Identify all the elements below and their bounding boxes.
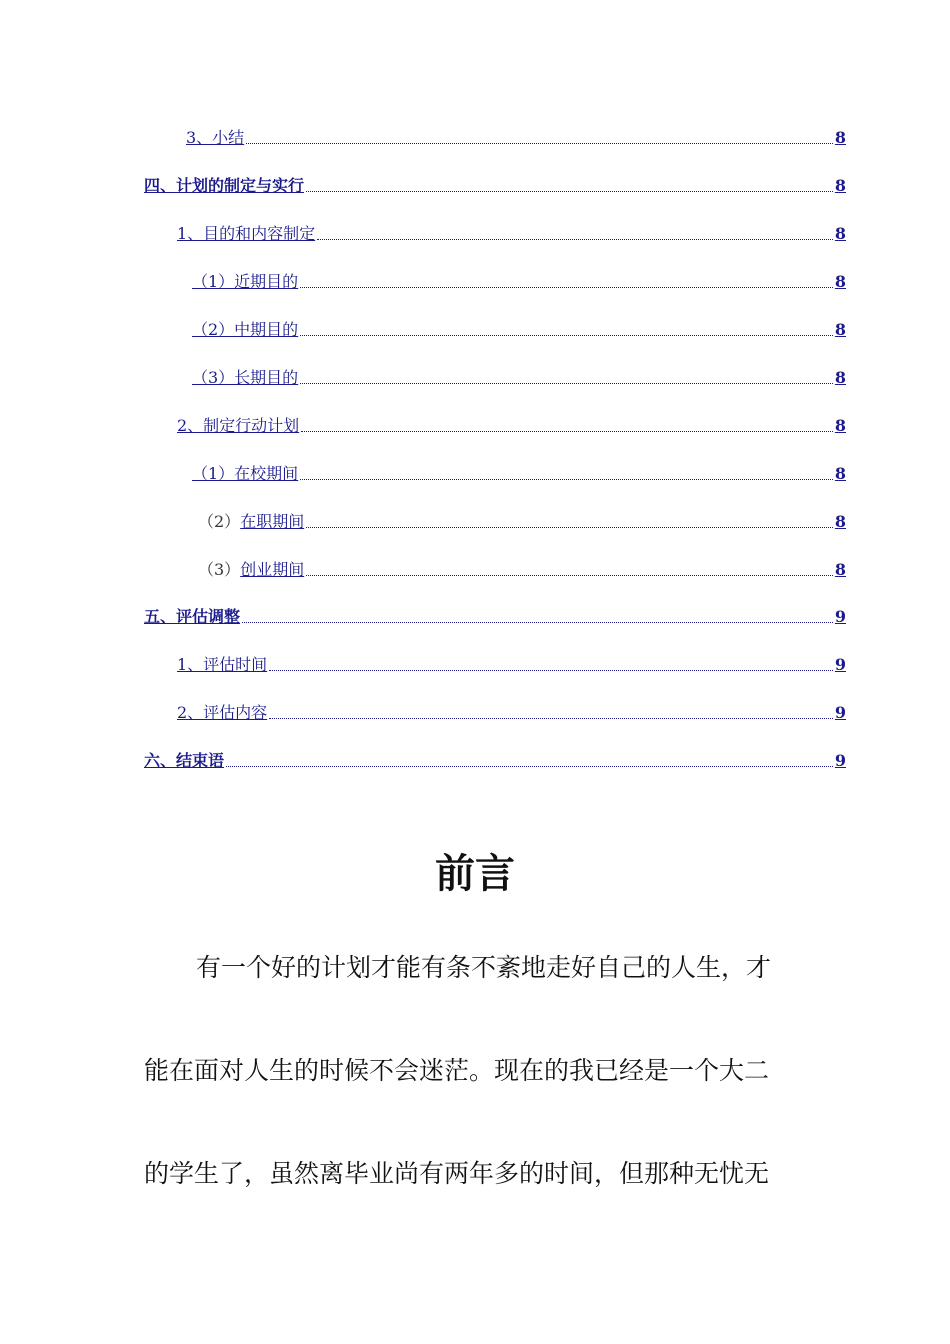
toc-leader [306,191,833,192]
toc-entry-page: 8 [834,512,846,531]
paragraph-line: 能在面对人生的时候不会迷茫。现在的我已经是一个大二 [144,1056,770,1085]
toc-entry[interactable] [192,318,846,340]
toc-entry[interactable] [186,126,846,148]
toc-entry-page: 8 [834,368,846,387]
paragraph-line: 的学生了，虽然离毕业尚有两年多的时间，但那种无忧无 [144,1159,770,1188]
toc-entry-page: 8 [834,176,846,195]
toc-entry[interactable] [144,605,846,627]
toc-entry-label: 1、目的和内容制定 [177,224,316,243]
toc-entry-page: 9 [834,703,846,722]
toc-entry-page: 8 [834,128,846,147]
toc-leader [300,287,833,288]
toc-entry-label: （1）在校期间 [192,464,299,483]
paragraph-line: 有一个好的计划才能有条不紊地走好自己的人生，才 [196,953,772,982]
toc-entry-label: 2、评估内容 [177,703,268,722]
toc-entry-page: 8 [834,464,846,483]
toc-entry-label: 创业期间 [240,560,305,579]
toc-entry-label: 1、评估时间 [177,655,268,674]
toc-entry[interactable] [177,414,846,436]
toc-entry-prefix: （3） [198,560,241,579]
toc-entry-label: 3、小结 [186,128,245,147]
toc-entry-label: （2）中期目的 [192,320,299,339]
toc-entry-page: 9 [834,655,846,674]
toc-entry[interactable] [192,366,846,388]
toc-leader [269,718,833,719]
toc-entry-label: （1）近期目的 [192,272,299,291]
toc-entry[interactable] [177,222,846,244]
toc-leader [226,766,833,767]
toc-leader [300,335,833,336]
toc-entry[interactable] [192,462,846,484]
toc-leader [300,383,833,384]
toc-entry-label: 四、计划的制定与实行 [144,176,305,195]
toc-entry-page: 8 [834,416,846,435]
toc-entry[interactable] [198,510,846,532]
toc-entry[interactable] [144,174,846,196]
toc-entry-prefix: （2） [198,512,241,531]
toc-entry-page: 8 [834,320,846,339]
toc-leader [301,431,833,432]
toc-entry-label: 在职期间 [240,512,305,531]
toc-entry-page: 9 [834,751,846,770]
toc-entry-label: 五、评估调整 [144,607,241,626]
toc-leader [246,143,833,144]
section-heading: 前言 [435,850,515,897]
toc-leader [269,670,833,671]
toc-entry-page: 8 [834,272,846,291]
toc-leader [306,575,833,576]
toc-entry-label: 2、制定行动计划 [177,416,300,435]
toc-entry[interactable] [177,701,846,723]
toc-entry-label: （3）长期目的 [192,368,299,387]
toc-leader [317,239,833,240]
toc-entry-label: 六、结束语 [144,751,225,770]
toc-entry-page: 8 [834,560,846,579]
toc-entry[interactable] [198,558,846,580]
toc-entry-page: 8 [834,224,846,243]
toc-entry[interactable] [192,270,846,292]
toc-leader [300,479,833,480]
toc-leader [306,527,833,528]
toc-entry[interactable] [177,653,846,675]
toc-leader [242,622,833,623]
toc-entry[interactable] [144,749,846,771]
toc-entry-page: 9 [834,607,846,626]
